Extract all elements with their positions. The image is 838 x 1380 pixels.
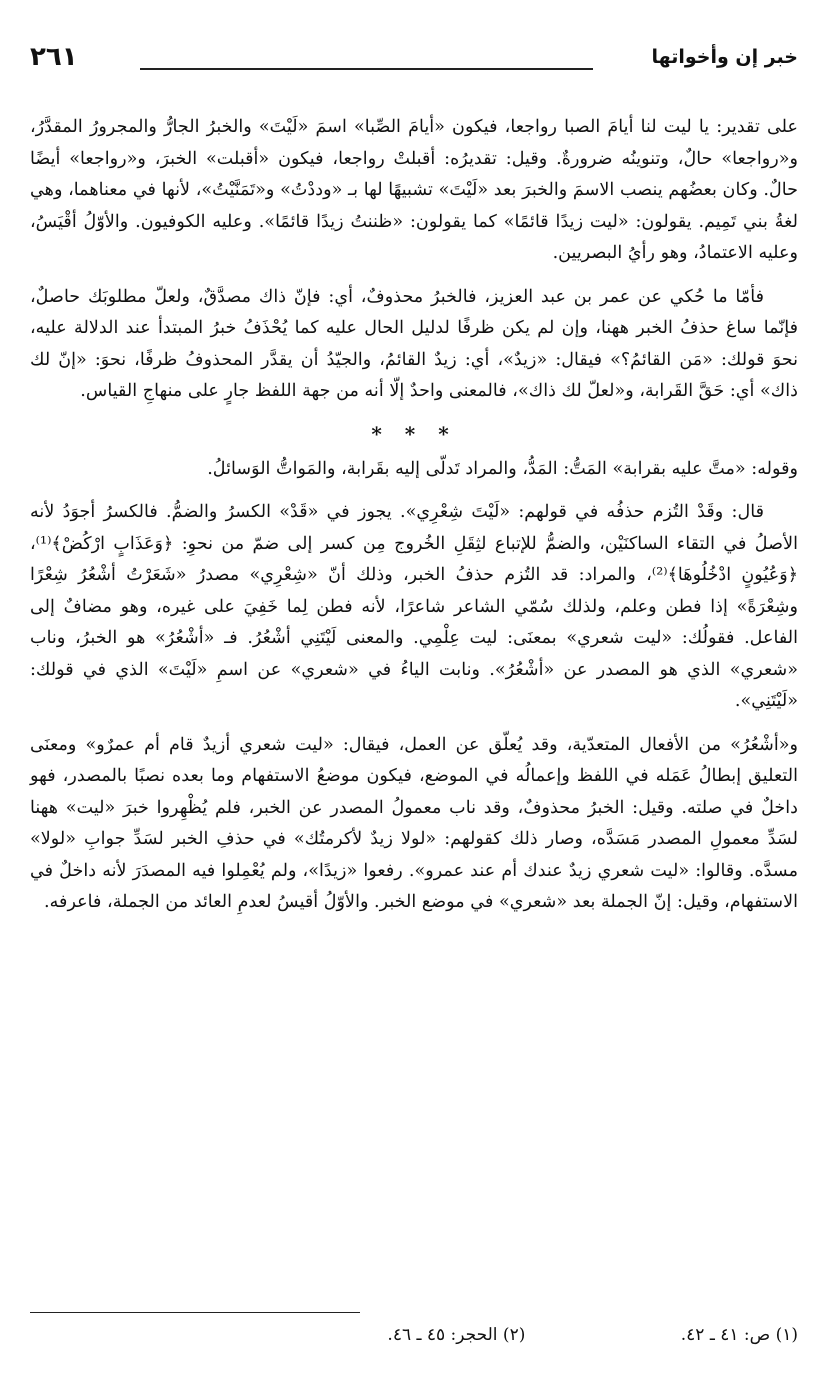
running-title: خبر إن وأخواتها — [651, 46, 798, 68]
footnote: (٢) الحجر: ٤٥ ـ ٤٦. — [387, 1325, 526, 1345]
header-rule — [140, 68, 593, 70]
page-body — [30, 112, 798, 931]
paragraph: و«أشْعُرُ» من الأفعال المتعدّية، وقد يُعلّق عن العمل، فيقال: «ليت شعري أزيدٌ قام أم عمرٌو» ومعنَى التعليق إبطالُ عَمَله في اللفظ وإعمالُه في الموضع، فيكون موضعُ الاستفهام وما بعده نصبًا بالمصدر، فهو داخلٌ في صلته. وقيل: الخبرُ محذوفٌ، وقد ناب معمولُ المصدر عن الخبر، فلم يُظْهِروا خبرَ «ليت» ههنا لسَدِّ معمولِ المصدر مَسَدَّه، وصار ذلك كقولهم: «لولا زيدٌ لأكرمتُك» في حذفِ الخبر لسَدِّ جوابِ «لولا» مسدَّه. وقالوا: «ليت شعري زيدٌ عندك أم عند عمرو». رفعوا «زيدًا»، ولم يُعْمِلوا فيه المصدَرَ لأنه داخلٌ في الاستفهام، وقيل: إنّ الجملة بعد «شعري» في موضع الخبر. والأوّلُ أقيسُ لعدمِ العائد من الجملة، فاعرفه. — [30, 734, 798, 912]
footnotes — [30, 1320, 798, 1350]
paragraph: قال: وقَدْ التُزم حذفُه في قولهم: «لَيْتَ شِعْرِي». يجوز في «قَدْ» الكسرُ والضمُّ. فالكسرُ أجوَدُ لأنه الأصلُ في التقاء الساكنَيْن، والضمُّ للإتباع لثِقَلِ الخُروج مِن كسر إلى ضمّ من نحوِ: ﴿وَعَذَابٍ ارْكُضْ﴾⁽¹⁾، ﴿وَعُيُونٍ ادْخُلُوهَا﴾⁽²⁾، والمراد: قد التُزم حذفُ الخبر، وذلك أنّ «شِعْرِي» مصدرُ «شَعَرْتُ أشْعُرُ شِعْرًا وشِعْرَةً» إذا فطن وعلم، ولذلك سُمّي الشاعر شاعرًا، لأنه فطن لِما خَفِيَ على غيره، وهو مضافٌ إلى الفاعل. فقولُك: «ليت شعري» بمعنَى: ليت عِلْمِي. والمعنى لَيْتَنِي أشْعُرُ. فـ «أشْعُرُ» هو الخبرُ، وناب «شعري» الذي هو المصدر عن «أشْعُرُ». ونابت الياءُ في «شعري» عن اسمِ «لَيْتَ» الذي في قولك: «لَيْتَنِي». — [30, 502, 798, 711]
page-header — [30, 42, 798, 84]
page-number: ٢٦١ — [30, 42, 78, 72]
paragraph: فأمّا ما حُكي عن عمر بن عبد العزيز، فالخبرُ محذوفٌ، أي: فإنّ ذاك مصدَّقٌ، ولعلّ مطلوبَك حاصلٌ، فإنّما ساغ حذفُ الخبر ههنا، وإن لم يكن ظرفًا لدليل الحال عليه كما يُحْذَفُ خبرُ المبتدأ عند الدلالة عليه، نحوَ قولك: «مَن القائمُ؟» فيقال: «زيدٌ»، أي: زيدٌ القائمُ، والجيّدُ أن يقدَّر المحذوفُ ظرفًا، نحوَ: «إنّ لك ذاك» أي: حَقَّ القَرابة، و«لعلّ لك ذاك»، فالمعنى واحدٌ إلّا أنه من جهة اللفظ جارٍ على منهاجِ القياس. — [30, 286, 798, 401]
paragraph: وقوله: «متَّ عليه بقرابة» المَتُّ: المَدُّ، والمراد تَدلّى إليه بقَرابة، والمَواتُّ الوَسائلُ. — [207, 458, 798, 479]
paragraph: على تقدير: يا ليت لنا أيامَ الصبا رواجعا، فيكون «أيامَ الصِّبا» اسمَ «لَيْتَ» والخبرُ الجارُّ والمجرورُ المقدَّرُ، و«رواجعا» حالٌ، وتنوينُه ضرورةٌ. وقيل: تقديرُه: أقبلتْ رواجعا، فيكون «أقبلت» الخبرَ، و«رواجعا» أيضًا حالٌ. وكان بعضُهم ينصب الاسمَ والخبرَ بعد «لَيْتَ» تشبيهًا لها بـ «وددْتُ» و«تَمَنَّيْتُ»، لأنها في معناهما، وهي لغةُ بني تَمِيم. يقولون: «ليت زيدًا قائمًا» كما يقولون: «ظننتُ زيدًا قائمًا». وعليه الكوفيون. والأوّلُ أقْيَسُ، وعليه الاعتمادُ، وهو رأيُ البصريين. — [30, 117, 798, 263]
footnote-rule — [30, 1312, 360, 1313]
section-separator: * * * — [371, 421, 457, 446]
footnote: (١) ص: ٤١ ـ ٤٢. — [680, 1325, 798, 1345]
